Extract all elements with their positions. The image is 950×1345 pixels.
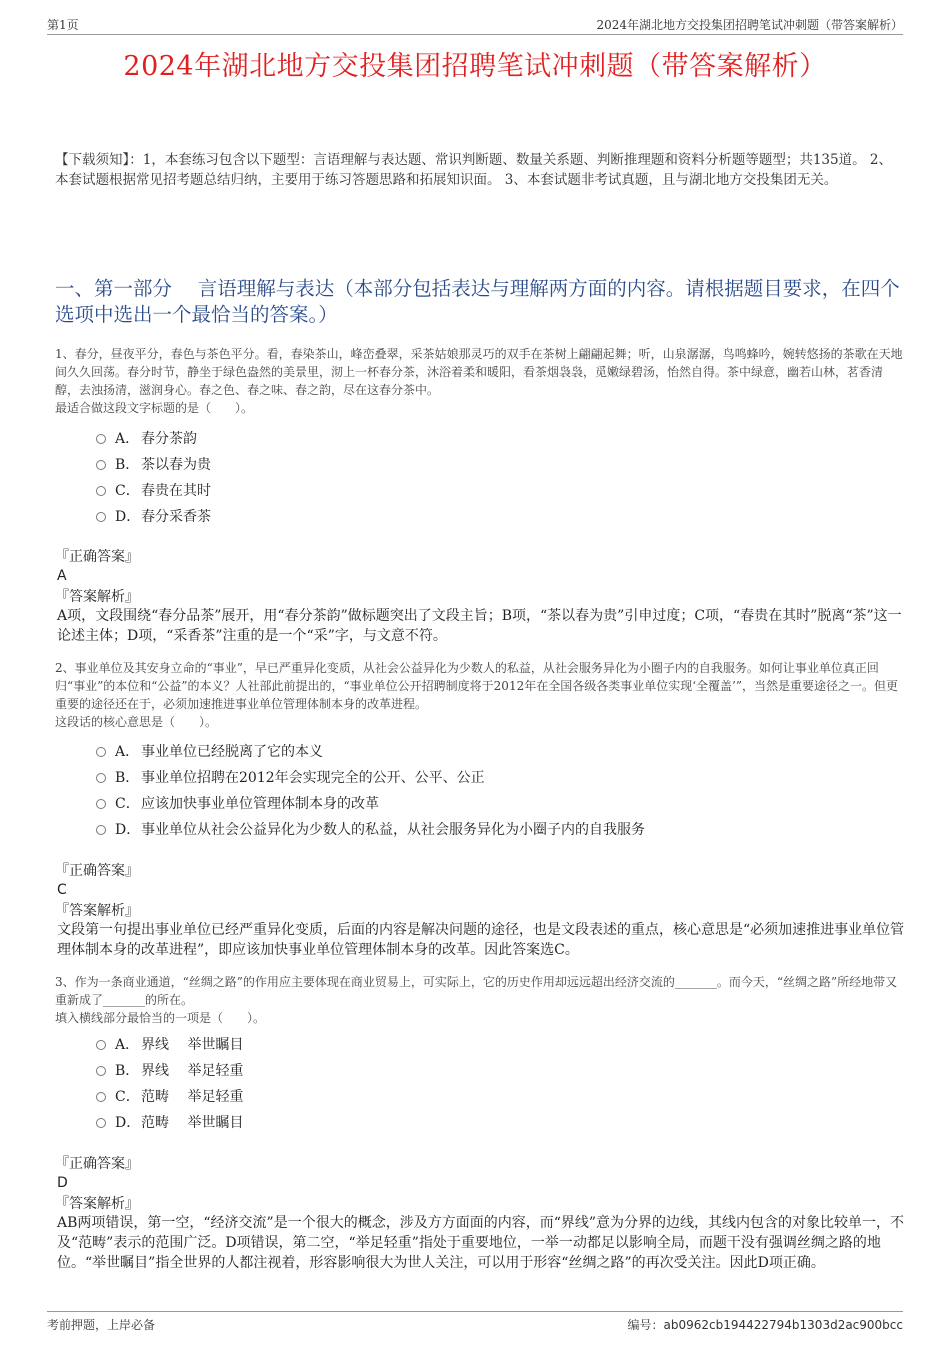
option-text: 界线 举足轻重 xyxy=(141,1063,244,1079)
question-stem: 3、作为一条商业通道，“丝绸之路”的作用应主要体现在商业贸易上，可实际上，它的历史作用却远远超出经济交流的_______。而今天，“丝绸之路”所经地带又重新成了_______的所在。 xyxy=(55,975,898,1007)
option-d[interactable]: D．春分采香茶 xyxy=(96,506,796,528)
answer-label: 『正确答案』 xyxy=(55,1156,139,1172)
option-c[interactable]: C．春贵在其时 xyxy=(96,480,796,502)
option-d[interactable]: D．事业单位从社会公益异化为少数人的私益，从社会服务异化为小圈子内的自我服务 xyxy=(96,819,796,841)
radio-circle-icon[interactable] xyxy=(96,434,106,444)
option-b[interactable]: B． 事业单位招聘在2012年会实现完全的公开、公平、公正 xyxy=(96,767,796,789)
explanation-text: A项，文段围绕“春分品茶”展开，用“春分茶韵”做标题突出了文段主旨；B项，“茶以春为贵”引申过度；C项，“春贵在其时”脱离“茶”这一论述主体；D项，“采香茶”注重的是一个“采”字，与文意不符。 xyxy=(57,608,902,644)
footer-code-label: 编号： xyxy=(627,1318,664,1332)
option-c[interactable]: C．应该加快事业单位管理体制本身的改革 xyxy=(96,793,796,815)
radio-circle-icon[interactable] xyxy=(96,1118,106,1128)
radio-circle-icon[interactable] xyxy=(96,512,106,522)
option-text: 春分茶韵 xyxy=(141,431,197,447)
option-text: 事业单位招聘在2012年会实现完全的公开、公平、公正 xyxy=(141,770,485,786)
question-2 xyxy=(55,659,905,731)
option-text: 界线 举世瞩目 xyxy=(141,1037,244,1053)
answer-block xyxy=(55,1155,905,1273)
radio-circle-icon[interactable] xyxy=(96,825,106,835)
explain-label: 『答案解析』 xyxy=(55,589,139,605)
option-d[interactable]: D．范畴 举世瞩目 xyxy=(96,1112,796,1134)
answer-label: 『正确答案』 xyxy=(55,863,139,879)
question-ask: 这段话的核心意思是（ ）。 xyxy=(55,715,218,729)
answer-value: A xyxy=(57,568,67,584)
download-notice: 【下载须知】：1，本套练习包含以下题型：言语理解与表达题、常识判断题、数量关系题、判断推理题和资料分析题等题型；共135道。 2、本套试题根据常见招考题总结归纳，主要用于练习答题思路和拓展知识面。 3、本套试题非考试真题，且与湖北地方交投集团无关。 xyxy=(55,152,892,188)
header-doc-title: 2024年湖北地方交投集团招聘笔试冲刺题（带答案解析） xyxy=(596,18,903,32)
section-heading: 一、第一部分 言语理解与表达（本部分包括表达与理解两方面的内容。请根据题目要求，在四个选项中选出一个最恰当的答案。） xyxy=(55,277,900,326)
radio-circle-icon[interactable] xyxy=(96,1066,106,1076)
question-3 xyxy=(55,973,905,1027)
footer-slogan: 考前押题，上岸必备 xyxy=(47,1318,156,1332)
answer-value: D xyxy=(57,1175,68,1191)
radio-circle-icon[interactable] xyxy=(96,1040,106,1050)
answer-block xyxy=(55,862,905,960)
answer-block xyxy=(55,548,905,646)
option-text: 应该加快事业单位管理体制本身的改革 xyxy=(141,796,379,812)
option-c[interactable]: C．范畴 举足轻重 xyxy=(96,1086,796,1108)
option-b[interactable]: B． 茶以春为贵 xyxy=(96,454,796,476)
option-text: 事业单位从社会公益异化为少数人的私益，从社会服务异化为小圈子内的自我服务 xyxy=(141,822,645,838)
option-text: 春贵在其时 xyxy=(141,483,211,499)
option-text: 春分采香茶 xyxy=(141,509,211,525)
question-ask: 最适合做这段文字标题的是（ ）。 xyxy=(55,401,254,415)
explain-label: 『答案解析』 xyxy=(55,1196,139,1212)
question-stem: 2、事业单位及其安身立命的“事业”，早已严重异化变质，从社会公益异化为少数人的私益，从社会服务异化为小圈子内的自我服务。如何让事业单位真正回归“事业”的本位和“公益”的本义？人社部此前提出的，“事业单位公开招聘制度将于2012年在全国各级各类事业单位实现‘全覆盖’”，当然是重要途径之一。但更重要的途径还在于，必须加速推进事业单位管理体制本身的改革进程。 xyxy=(55,661,898,711)
explanation-text: 文段第一句提出事业单位已经严重异化变质，后面的内容是解决问题的途径，也是文段表述的重点，核心意思是“必须加速推进事业单位管理体制本身的改革进程”，即应该加快事业单位管理体制本身的改革。因此答案选C。 xyxy=(57,922,905,958)
option-a[interactable]: A． 事业单位已经脱离了它的本义 xyxy=(96,741,796,763)
option-text: 范畴 举足轻重 xyxy=(141,1089,244,1105)
document-title: 2024年湖北地方交投集团招聘笔试冲刺题（带答案解析） xyxy=(123,51,827,82)
option-a[interactable]: A． 春分茶韵 xyxy=(96,428,796,450)
footer-code-value: ab0962cb194422794b1303d2ac900bcc xyxy=(663,1318,903,1332)
option-a[interactable]: A． 界线 举世瞩目 xyxy=(96,1034,796,1056)
radio-circle-icon[interactable] xyxy=(96,773,106,783)
footer-code xyxy=(627,1316,903,1333)
option-text: 范畴 举世瞩目 xyxy=(141,1115,244,1131)
radio-circle-icon[interactable] xyxy=(96,486,106,496)
page-number: 第1页 xyxy=(47,18,79,32)
option-text: 事业单位已经脱离了它的本义 xyxy=(141,744,323,760)
question-ask: 填入横线部分最恰当的一项是（ ）。 xyxy=(55,1011,266,1025)
explain-label: 『答案解析』 xyxy=(55,903,139,919)
answer-value: C xyxy=(57,882,67,898)
radio-circle-icon[interactable] xyxy=(96,1092,106,1102)
page-footer xyxy=(47,1311,903,1334)
question-stem: 1、春分，昼夜平分，春色与茶色平分。看，春染茶山，峰峦叠翠，采茶姑娘那灵巧的双手在茶树上翩翩起舞；听，山泉潺潺，鸟鸣蜂吟，婉转悠扬的茶歌在天地间久久回荡。春分时节，静坐于绿色盎然的美景里，沏上一杯春分茶，沐浴着柔和暖阳，看茶烟袅袅，觅嫩绿碧汤，怡然自得。茶中绿意，幽若山林，茗香清醇，去浊扬清，滋润身心。春之色、春之味、春之韵，尽在这春分茶中。 xyxy=(55,347,903,397)
option-b[interactable]: B． 界线 举足轻重 xyxy=(96,1060,796,1082)
explanation-text: AB两项错误，第一空，“经济交流”是一个很大的概念，涉及方方面面的内容，而“界线”意为分界的边线，其线内包含的对象比较单一，不及“范畴”表示的范围广泛。D项错误，第二空，“举足轻重”指处于重要地位，一举一动都足以影响全局，而题干没有强调丝绸之路的地位。“举世瞩目”指全世界的人都注视着，形容影响很大为世人关注，可以用于形容“丝绸之路”的再次受关注。因此D项正确。 xyxy=(57,1215,905,1271)
radio-circle-icon[interactable] xyxy=(96,460,106,470)
radio-circle-icon[interactable] xyxy=(96,747,106,757)
radio-circle-icon[interactable] xyxy=(96,799,106,809)
option-text: 茶以春为贵 xyxy=(141,457,211,473)
page-header xyxy=(47,14,903,35)
question-1 xyxy=(55,345,905,417)
answer-label: 『正确答案』 xyxy=(55,549,139,565)
